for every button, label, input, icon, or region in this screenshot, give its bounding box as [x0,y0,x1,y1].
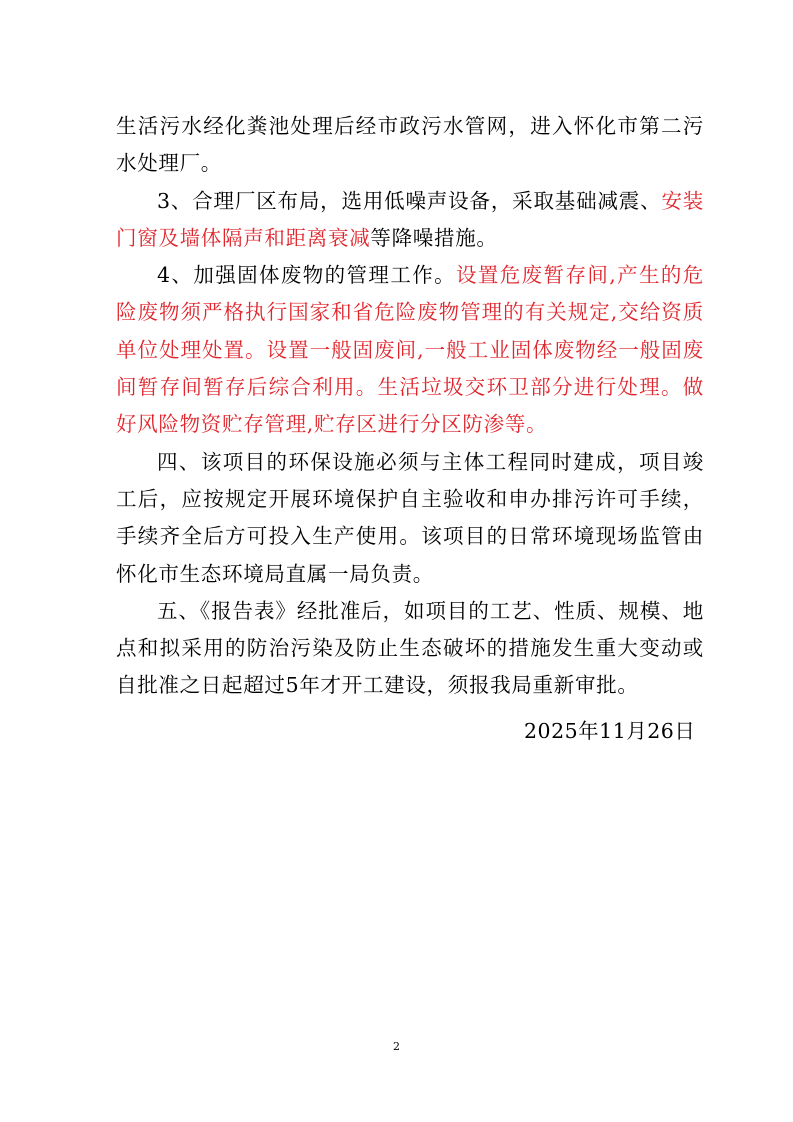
paragraph-text: 4、加强固体废物的管理工作。 [157,263,456,288]
paragraph-text: 四、该项目的环保设施必须与主体工程同时建成，项目竣工后，应按规定开展环境保护自主验收和申办排污许可手续，手续齐全后方可投入生产使用。该项目的日常环境现场监管由怀化市生态环境局直属一局负责。 [116,449,704,586]
highlighted-text: 设置危废暂存间,产生的危险废物须严格执行国家和省危险废物管理的有关规定,交给资质单位处理处置。设置一般固废间,一般工业固体废物经一般固废间暂存间暂存后综合利用。生活垃圾交环卫部分进行处理。做好风险物资贮存管理,贮存区进行分区防渗等。 [116,263,704,437]
paragraph [116,183,704,258]
page-number: 2 [393,1040,400,1053]
paragraph [116,108,704,183]
paragraph-text: 五、《报告表》经批准后，如项目的工艺、性质、规模、地点和拟采用的防治污染及防止生态破坏的措施发生重大变动或自批准之日起超过5年才开工建设，须报我局重新审批。 [116,598,704,698]
paragraph-text: 3、合理厂区布局，选用低噪声设备，采取基础减震、 [157,188,662,213]
paragraph [116,257,704,443]
paragraph [116,444,704,593]
document-date: 2025年11月26日 [524,719,696,743]
paragraph [116,593,704,705]
document-body [116,108,704,705]
highlighted-text: 安装门窗及墙体隔声和距离衰减 [116,188,704,250]
paragraph-text: 生活污水经化粪池处理后经市政污水管网，进入怀化市第二污水处理厂。 [116,114,704,176]
paragraph-text: 等降噪措施。 [370,225,498,250]
